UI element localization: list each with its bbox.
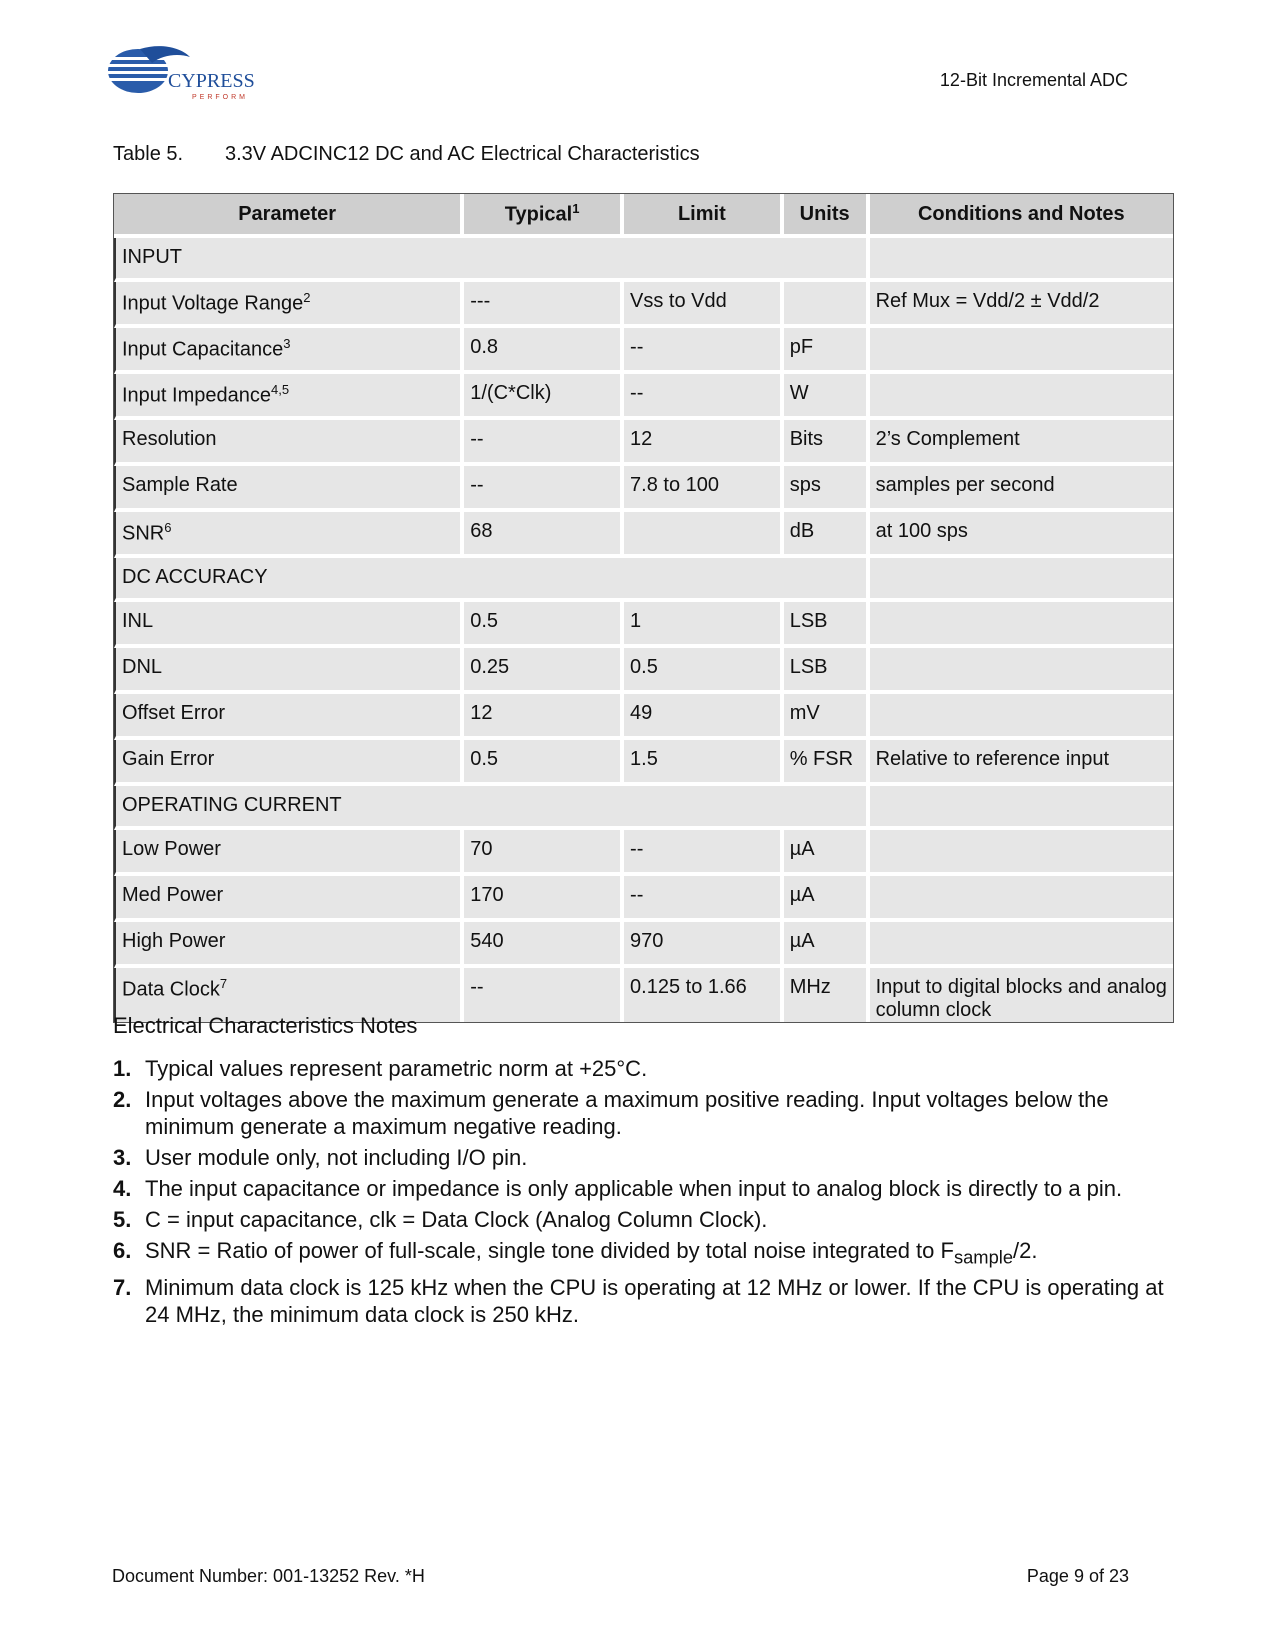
typical-cell-text: -- xyxy=(470,474,484,496)
units-cell xyxy=(784,282,870,328)
note-number: 1. xyxy=(113,1056,132,1081)
notes-cell xyxy=(870,512,1173,558)
units-cell-text: Bits xyxy=(789,428,824,450)
note-text-block xyxy=(145,1274,1183,1328)
section-label-text: OPERATING CURRENT xyxy=(122,794,342,816)
parameter-cell xyxy=(114,466,464,512)
note-number: 2. xyxy=(113,1087,132,1112)
note-number: 5. xyxy=(113,1207,132,1232)
document-title: 12-Bit Incremental ADC xyxy=(939,70,1128,90)
typical-cell-text: 170 xyxy=(470,884,504,906)
note-number: 7. xyxy=(113,1275,132,1301)
footnote-ref: 3 xyxy=(283,336,291,351)
parameter-cell-text: Input Capacitance xyxy=(122,338,284,361)
parameter-cell-text: INL xyxy=(122,610,154,632)
typical-cell xyxy=(464,602,624,648)
parameter-cell xyxy=(114,602,464,648)
units-cell xyxy=(784,648,870,694)
note-text-block xyxy=(145,1144,1183,1171)
limit-cell-text: 0.5 xyxy=(630,656,658,678)
units-cell xyxy=(784,694,870,740)
units-cell-text: LSB xyxy=(789,610,828,632)
typical-cell-text: 540 xyxy=(470,930,504,952)
column-header-notes: Conditions and Notes xyxy=(870,194,1173,238)
section-row xyxy=(114,558,1173,602)
section-label-text: DC ACCURACY xyxy=(122,566,268,588)
units-cell-text: pF xyxy=(789,336,814,358)
parameter-cell xyxy=(114,282,464,328)
notes-cell-text: samples per second xyxy=(875,474,1055,496)
units-cell-text: mV xyxy=(789,702,820,724)
typical-cell xyxy=(464,694,624,740)
units-cell xyxy=(784,740,870,786)
section-notes-cell xyxy=(870,786,1173,830)
limit-cell xyxy=(624,420,784,466)
column-header-units: Units xyxy=(784,194,870,238)
parameter-cell xyxy=(114,830,464,876)
typical-cell xyxy=(464,922,624,968)
limit-cell xyxy=(624,602,784,648)
typical-cell-text: -- xyxy=(470,976,484,998)
units-cell xyxy=(784,830,870,876)
notes-cell xyxy=(870,876,1173,922)
note-item xyxy=(113,1237,1183,1270)
typical-cell-text: --- xyxy=(470,290,491,312)
typical-cell-text: 0.8 xyxy=(470,336,499,358)
note-text: C = input capacitance, clk = Data Clock (Analog Column Clock). xyxy=(145,1207,768,1232)
typical-cell xyxy=(464,648,624,694)
units-cell-text: dB xyxy=(789,520,815,542)
units-cell-text: LSB xyxy=(789,656,828,678)
note-text: The input capacitance or impedance is only applicable when input to analog block is directly to a pin. xyxy=(145,1176,1123,1201)
parameter-cell-text: Low Power xyxy=(122,838,221,860)
parameter-cell-text: Input Impedance xyxy=(122,384,271,407)
column-header-limit: Limit xyxy=(624,194,784,238)
notes-cell xyxy=(870,374,1173,420)
notes-cell xyxy=(870,694,1173,740)
table-row xyxy=(114,512,1173,558)
units-cell xyxy=(784,328,870,374)
note-text: User module only, not including I/O pin. xyxy=(145,1145,528,1170)
limit-cell xyxy=(624,512,784,558)
typical-cell-text: 0.25 xyxy=(470,656,510,678)
table-row xyxy=(114,876,1173,922)
limit-cell-text: -- xyxy=(630,336,644,358)
typical-cell xyxy=(464,374,624,420)
note-text: Input voltages above the maximum generate a maximum positive reading. Input voltages below the minimum generate a maximum negative reading. xyxy=(145,1087,1109,1139)
note-number: 6. xyxy=(113,1238,132,1263)
typical-cell xyxy=(464,740,624,786)
section-label xyxy=(114,786,870,830)
section-notes-cell xyxy=(870,558,1173,602)
notes-cell xyxy=(870,282,1173,328)
note-number: 4. xyxy=(113,1176,132,1201)
table-row xyxy=(114,694,1173,740)
units-cell xyxy=(784,968,870,1022)
limit-cell-text: 1 xyxy=(630,610,642,632)
typical-cell-text: 0.5 xyxy=(470,610,499,632)
note-text-tail: /2. xyxy=(1013,1238,1038,1263)
logo-tagline: PERFORM xyxy=(192,94,248,101)
typical-cell xyxy=(464,512,624,558)
parameter-cell-text: Input Voltage Range xyxy=(122,292,304,315)
parameter-cell-text: High Power xyxy=(122,930,226,952)
section-row xyxy=(114,786,1173,830)
units-cell-text: MHz xyxy=(789,976,831,998)
table-row xyxy=(114,328,1173,374)
parameter-cell xyxy=(114,876,464,922)
table-row xyxy=(114,922,1173,968)
units-cell xyxy=(784,922,870,968)
parameter-cell-text: Med Power xyxy=(122,884,224,906)
notes-cell xyxy=(870,740,1173,786)
note-text: Minimum data clock is 125 kHz when the CPU is operating at 12 MHz or lower. If the CPU is operating at 24 MHz, the minimum data clock is 250 kHz. xyxy=(145,1275,1164,1328)
notes-cell-text: Relative to reference input xyxy=(875,748,1110,770)
parameter-cell-text: SNR xyxy=(122,522,165,545)
column-header-typical-label: Typical xyxy=(504,203,573,226)
note-item xyxy=(113,1206,1183,1233)
note-text-block xyxy=(145,1175,1183,1202)
table-row xyxy=(114,466,1173,512)
notes-cell-text: at 100 sps xyxy=(875,520,968,542)
limit-cell-text: 970 xyxy=(630,930,664,952)
parameter-cell xyxy=(114,740,464,786)
table-row xyxy=(114,374,1173,420)
typical-cell xyxy=(464,830,624,876)
notes-cell xyxy=(870,466,1173,512)
note-text-block xyxy=(145,1206,1183,1233)
table-row xyxy=(114,602,1173,648)
notes-cell xyxy=(870,420,1173,466)
parameter-cell xyxy=(114,922,464,968)
notes-cell-text: Input to digital blocks and analog column clock xyxy=(875,976,1167,1021)
typical-cell xyxy=(464,420,624,466)
note-text-block xyxy=(145,1237,1183,1270)
column-header-typical xyxy=(464,194,624,238)
limit-cell-text: -- xyxy=(630,838,644,860)
limit-cell xyxy=(624,648,784,694)
typical-cell xyxy=(464,968,624,1022)
typical-cell xyxy=(464,328,624,374)
limit-cell xyxy=(624,328,784,374)
parameter-cell-text: Sample Rate xyxy=(122,474,238,496)
limit-cell-text: Vss to Vdd xyxy=(630,290,727,312)
limit-cell xyxy=(624,876,784,922)
parameter-cell-text: Offset Error xyxy=(122,702,225,724)
section-row xyxy=(114,238,1173,282)
notes-cell xyxy=(870,648,1173,694)
limit-cell xyxy=(624,694,784,740)
limit-cell xyxy=(624,830,784,876)
parameter-cell-text: Resolution xyxy=(122,428,217,450)
limit-cell-text: 7.8 to 100 xyxy=(630,474,719,496)
footnote-ref: 7 xyxy=(219,976,228,991)
typical-cell-text: 1/(C*Clk) xyxy=(470,382,552,404)
typical-cell-text: 68 xyxy=(470,520,493,542)
limit-cell xyxy=(624,740,784,786)
section-label-text: INPUT xyxy=(122,246,182,268)
typical-cell xyxy=(464,876,624,922)
table-row xyxy=(114,648,1173,694)
limit-cell-text: 12 xyxy=(630,428,653,450)
units-cell-text: W xyxy=(789,382,809,404)
logo-text: CYPRESS xyxy=(168,70,255,92)
footnote-ref: 2 xyxy=(303,290,311,305)
limit-cell-text: -- xyxy=(630,382,644,404)
notes-cell xyxy=(870,922,1173,968)
footnote-ref: 6 xyxy=(164,520,172,535)
page-number: Page 9 of 23 xyxy=(1026,1566,1129,1586)
limit-cell-text: 0.125 to 1.66 xyxy=(630,976,747,998)
units-cell-text: µA xyxy=(789,838,815,860)
parameter-cell-text: Data Clock xyxy=(122,978,220,1001)
table-caption xyxy=(113,143,700,166)
limit-cell xyxy=(624,374,784,420)
section-label xyxy=(114,558,870,602)
document-number: Document Number: 001-13252 Rev. *H xyxy=(112,1566,425,1586)
units-cell xyxy=(784,420,870,466)
units-cell-text: % FSR xyxy=(789,748,854,770)
note-item xyxy=(113,1274,1183,1328)
footnote-ref: 4,5 xyxy=(271,382,290,397)
cypress-logo xyxy=(100,43,270,113)
note-number: 3. xyxy=(113,1145,132,1170)
electrical-characteristics-table xyxy=(113,193,1174,1023)
limit-cell-text: 1.5 xyxy=(630,748,658,770)
units-cell xyxy=(784,374,870,420)
parameter-cell xyxy=(114,648,464,694)
notes-cell xyxy=(870,830,1173,876)
note-item xyxy=(113,1175,1183,1202)
notes-cell-text: Ref Mux = Vdd/2 ± Vdd/2 xyxy=(875,290,1100,312)
typical-cell-text: 0.5 xyxy=(470,748,499,770)
limit-cell xyxy=(624,968,784,1022)
table-row xyxy=(114,282,1173,328)
table-row xyxy=(114,830,1173,876)
typical-cell-text: 12 xyxy=(470,702,493,724)
table-caption-number: Table 5. xyxy=(113,143,184,165)
note-text: Typical values represent parametric norm at +25°C. xyxy=(145,1056,648,1081)
parameter-cell xyxy=(114,694,464,740)
notes-cell xyxy=(870,602,1173,648)
note-text-block xyxy=(145,1055,1183,1082)
limit-cell-text: 49 xyxy=(630,702,653,724)
table-header-row xyxy=(114,194,1173,238)
limit-cell xyxy=(624,282,784,328)
column-header-parameter: Parameter xyxy=(114,194,464,238)
typical-cell-text: 70 xyxy=(470,838,493,860)
note-item xyxy=(113,1144,1183,1171)
parameter-cell xyxy=(114,512,464,558)
table-row xyxy=(114,420,1173,466)
parameter-cell xyxy=(114,374,464,420)
notes-cell xyxy=(870,328,1173,374)
notes-cell xyxy=(870,968,1173,1022)
typical-cell xyxy=(464,466,624,512)
units-cell-text: µA xyxy=(789,930,815,952)
table-caption-title: 3.3V ADCINC12 DC and AC Electrical Characteristics xyxy=(225,143,700,165)
units-cell-text: µA xyxy=(789,884,815,906)
note-text: SNR = Ratio of power of full-scale, single tone divided by total noise integrated to F xyxy=(145,1238,954,1263)
footnote-ref: 1 xyxy=(572,201,580,217)
parameter-cell-text: DNL xyxy=(122,656,163,678)
section-notes-cell xyxy=(870,238,1173,282)
parameter-cell xyxy=(114,328,464,374)
units-cell xyxy=(784,466,870,512)
units-cell-text: sps xyxy=(789,474,821,496)
table-row xyxy=(114,740,1173,786)
note-item xyxy=(113,1055,1183,1082)
section-label xyxy=(114,238,870,282)
limit-cell xyxy=(624,466,784,512)
notes-list xyxy=(113,1055,1183,1332)
limit-cell xyxy=(624,922,784,968)
units-cell xyxy=(784,512,870,558)
note-text-block xyxy=(145,1086,1183,1140)
parameter-cell xyxy=(114,420,464,466)
note-subscript: sample xyxy=(953,1246,1014,1268)
typical-cell xyxy=(464,282,624,328)
units-cell xyxy=(784,602,870,648)
limit-cell-text: -- xyxy=(630,884,644,906)
notes-cell-text: 2’s Complement xyxy=(875,428,1020,450)
notes-heading: Electrical Characteristics Notes xyxy=(113,1013,418,1038)
note-item xyxy=(113,1086,1183,1140)
parameter-cell-text: Gain Error xyxy=(122,748,215,770)
units-cell xyxy=(784,876,870,922)
typical-cell-text: -- xyxy=(470,428,484,450)
